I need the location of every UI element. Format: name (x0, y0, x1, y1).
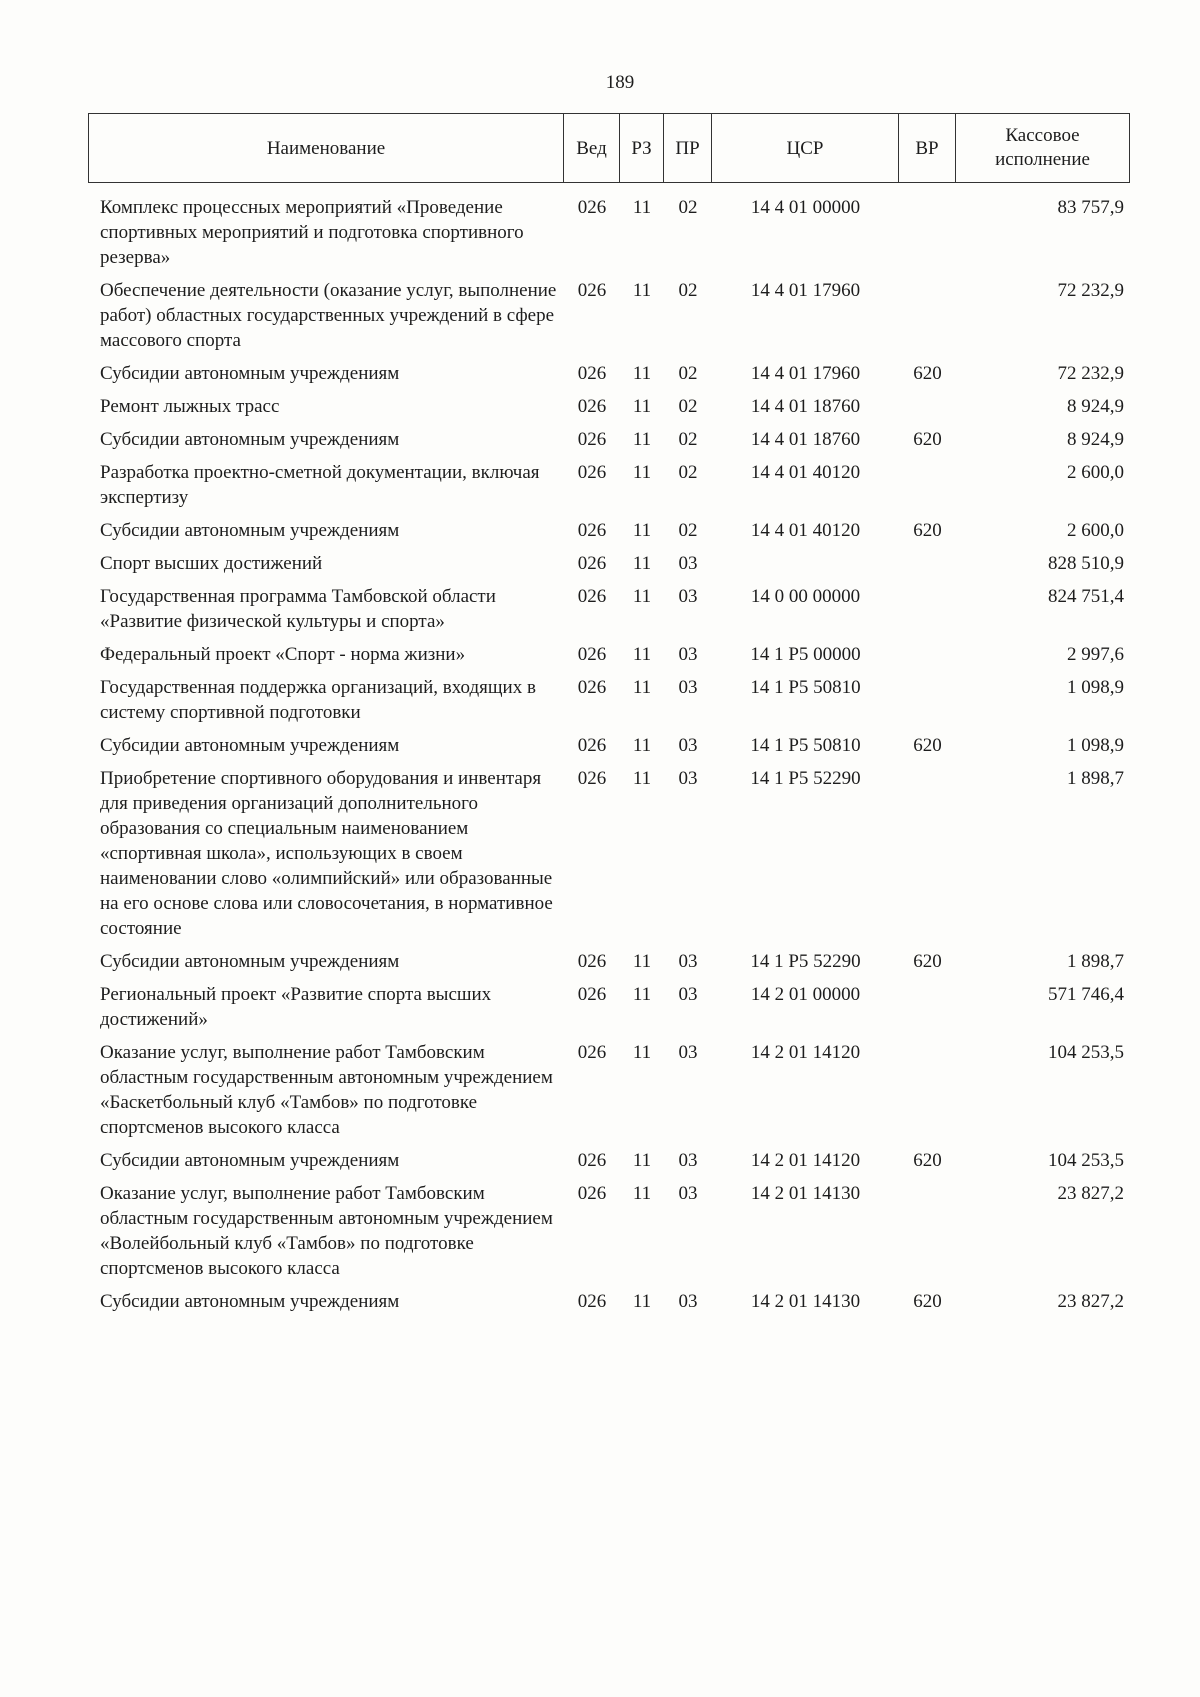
row-name: Разработка проектно-сметной документации, включая экспертизу (100, 462, 540, 508)
row-csr: 14 1 P5 52290 (750, 951, 861, 972)
row-pr: 03 (678, 1291, 698, 1312)
row-ved: 026 (577, 951, 607, 972)
row-name: Субсидии автономным учреждениям (100, 1291, 400, 1312)
row-pr: 03 (678, 1042, 698, 1063)
row-rz: 11 (632, 429, 652, 450)
row-vr: 620 (913, 1150, 942, 1171)
row-amount: 1 098,9 (1067, 735, 1124, 756)
row-vr (899, 1181, 956, 1289)
row-csr: 14 4 01 00000 (750, 197, 861, 218)
row-name: Ремонт лыжных трасс (100, 396, 280, 417)
row-rz: 11 (632, 984, 652, 1005)
row-rz: 11 (632, 644, 652, 665)
row-vr (899, 982, 956, 1040)
row-pr: 02 (678, 280, 698, 301)
row-amount: 83 757,9 (1057, 197, 1124, 218)
row-vr: 620 (913, 363, 942, 384)
row-ved: 026 (577, 429, 607, 450)
row-amount: 2 600,0 (1067, 462, 1124, 483)
row-name: Субсидии автономным учреждениям (100, 429, 400, 450)
row-pr: 03 (678, 951, 698, 972)
row-csr (712, 551, 899, 584)
row-name: Региональный проект «Развитие спорта высших достижений» (100, 984, 492, 1030)
row-name: Субсидии автономным учреждениям (100, 951, 400, 972)
row-rz: 11 (632, 677, 652, 698)
row-rz: 11 (632, 363, 652, 384)
row-vr: 620 (913, 520, 942, 541)
row-pr: 02 (678, 520, 698, 541)
row-ved: 026 (577, 1183, 607, 1204)
row-ved: 026 (577, 396, 607, 417)
row-rz: 11 (632, 586, 652, 607)
row-vr: 620 (913, 735, 942, 756)
row-ved: 026 (577, 586, 607, 607)
row-csr: 14 4 01 18760 (750, 429, 861, 450)
header-name: Наименование (88, 113, 564, 183)
row-ved: 026 (577, 363, 607, 384)
row-vr (899, 183, 956, 278)
row-rz: 11 (632, 462, 652, 483)
row-pr: 02 (678, 363, 698, 384)
row-amount: 23 827,2 (1057, 1291, 1124, 1312)
row-rz: 11 (632, 396, 652, 417)
row-amount: 104 253,5 (1048, 1042, 1124, 1063)
row-pr: 02 (678, 429, 698, 450)
row-rz: 11 (632, 1042, 652, 1063)
row-ved: 026 (577, 644, 607, 665)
row-pr: 02 (678, 197, 698, 218)
row-pr: 03 (678, 677, 698, 698)
row-vr (899, 642, 956, 675)
row-pr: 02 (678, 396, 698, 417)
row-ved: 026 (577, 553, 607, 574)
row-amount: 2 997,6 (1067, 644, 1124, 665)
row-rz: 11 (632, 520, 652, 541)
row-ved: 026 (577, 197, 607, 218)
row-csr: 14 4 01 40120 (750, 462, 861, 483)
row-pr: 03 (678, 984, 698, 1005)
budget-table (88, 113, 1130, 1322)
row-name: Субсидии автономным учреждениям (100, 735, 400, 756)
header-amount: Кассовое исполнение (956, 113, 1130, 183)
row-rz: 11 (632, 1150, 652, 1171)
row-rz: 11 (632, 197, 652, 218)
row-name: Государственная поддержка организаций, входящих в систему спортивной подготовки (100, 677, 536, 723)
row-amount: 571 746,4 (1048, 984, 1124, 1005)
row-csr: 14 2 01 14130 (750, 1291, 861, 1312)
row-amount: 824 751,4 (1048, 586, 1124, 607)
row-amount: 828 510,9 (1048, 553, 1124, 574)
row-ved: 026 (577, 735, 607, 756)
row-csr: 14 1 P5 50810 (750, 677, 861, 698)
row-pr: 02 (678, 462, 698, 483)
row-amount: 2 600,0 (1067, 520, 1124, 541)
row-ved: 026 (577, 1150, 607, 1171)
row-ved: 026 (577, 1042, 607, 1063)
row-amount: 104 253,5 (1048, 1150, 1124, 1171)
row-pr: 03 (678, 553, 698, 574)
row-amount: 8 924,9 (1067, 429, 1124, 450)
row-csr: 14 1 P5 52290 (750, 768, 861, 789)
row-csr: 14 4 01 18760 (750, 396, 861, 417)
row-vr (899, 551, 956, 584)
row-amount: 72 232,9 (1057, 363, 1124, 384)
row-csr: 14 2 01 14120 (750, 1042, 861, 1063)
row-rz: 11 (632, 1183, 652, 1204)
row-name: Субсидии автономным учреждениям (100, 520, 400, 541)
row-pr: 03 (678, 1150, 698, 1171)
row-pr: 03 (678, 586, 698, 607)
row-csr: 14 1 P5 50810 (750, 735, 861, 756)
row-amount: 1 898,7 (1067, 951, 1124, 972)
row-name: Оказание услуг, выполнение работ Тамбовским областным государственным автономным учреждением «Баскетбольный клуб «Тамбов» по подготовке спортсменов высокого класса (100, 1042, 553, 1138)
row-csr: 14 2 01 14130 (750, 1183, 861, 1204)
row-rz: 11 (632, 735, 652, 756)
row-name: Спорт высших достижений (100, 553, 323, 574)
row-name: Оказание услуг, выполнение работ Тамбовским областным государственным автономным учреждением «Волейбольный клуб «Тамбов» по подготовке спортсменов высокого класса (100, 1183, 553, 1279)
row-ved: 026 (577, 677, 607, 698)
row-pr: 03 (678, 1183, 698, 1204)
row-pr: 03 (678, 644, 698, 665)
row-amount: 1 898,7 (1067, 768, 1124, 789)
row-ved: 026 (577, 984, 607, 1005)
page-number: 189 (605, 72, 635, 93)
row-name: Государственная программа Тамбовской области «Развитие физической культуры и спорта» (100, 586, 496, 632)
row-vr (899, 394, 956, 427)
row-ved: 026 (577, 768, 607, 789)
header-pr: ПР (664, 113, 712, 183)
row-ved: 026 (577, 520, 607, 541)
row-ved: 026 (577, 280, 607, 301)
header-csr: ЦСР (712, 113, 899, 183)
row-rz: 11 (632, 553, 652, 574)
header-vr: ВР (899, 113, 956, 183)
row-csr: 14 4 01 17960 (750, 280, 861, 301)
row-vr (899, 584, 956, 642)
row-amount: 23 827,2 (1057, 1183, 1124, 1204)
row-name: Субсидии автономным учреждениям (100, 363, 400, 384)
row-pr: 03 (678, 735, 698, 756)
row-rz: 11 (632, 768, 652, 789)
row-amount: 8 924,9 (1067, 396, 1124, 417)
row-name: Федеральный проект «Спорт - норма жизни» (100, 644, 466, 665)
row-name: Субсидии автономным учреждениям (100, 1150, 400, 1171)
row-vr (899, 278, 956, 361)
header-ved: Вед (564, 113, 620, 183)
row-rz: 11 (632, 1291, 652, 1312)
row-csr: 14 2 01 00000 (750, 984, 861, 1005)
row-amount: 72 232,9 (1057, 280, 1124, 301)
row-csr: 14 2 01 14120 (750, 1150, 861, 1171)
row-csr: 14 4 01 40120 (750, 520, 861, 541)
row-vr: 620 (913, 951, 942, 972)
row-vr: 620 (913, 1291, 942, 1312)
row-ved: 026 (577, 462, 607, 483)
row-csr: 14 1 P5 00000 (750, 644, 861, 665)
row-vr (899, 766, 956, 949)
row-pr: 03 (678, 768, 698, 789)
row-csr: 14 4 01 17960 (750, 363, 861, 384)
row-vr (899, 675, 956, 733)
row-name: Комплекс процессных мероприятий «Проведение спортивных мероприятий и подготовка спортивного резерва» (100, 197, 524, 268)
row-amount: 1 098,9 (1067, 677, 1124, 698)
row-vr (899, 1040, 956, 1148)
row-name: Обеспечение деятельности (оказание услуг, выполнение работ) областных государственных учреждений в сфере массового спорта (100, 280, 557, 351)
row-vr (899, 460, 956, 518)
header-rz: РЗ (620, 113, 664, 183)
row-csr: 14 0 00 00000 (750, 586, 861, 607)
row-rz: 11 (632, 951, 652, 972)
row-rz: 11 (632, 280, 652, 301)
row-vr: 620 (913, 429, 942, 450)
row-name: Приобретение спортивного оборудования и инвентаря для приведения организаций дополнительного образования со специальным наименованием «спортивная школа», использующих в своем наименовании слово «олимпийский» или образованные на его основе слова или словосочетания, в нормативное состояние (100, 768, 553, 939)
row-ved: 026 (577, 1291, 607, 1312)
